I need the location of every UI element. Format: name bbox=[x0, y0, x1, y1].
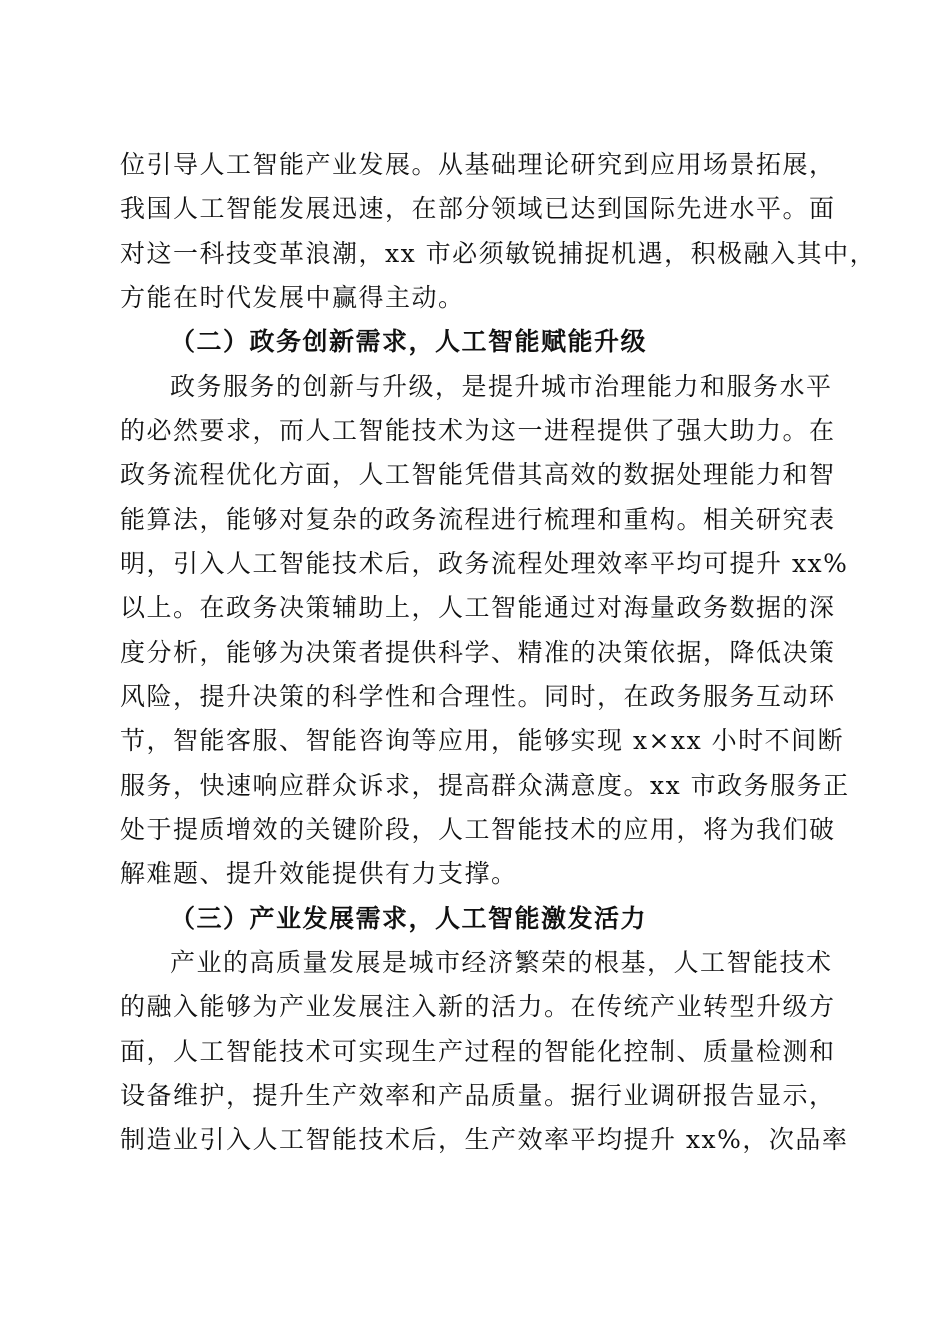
paragraph-3-line-1: 产业的高质量发展是城市经济繁荣的根基，人工智能技术 bbox=[170, 948, 833, 977]
paragraph-1-line-1: 位引导人工智能产业发展。从基础理论研究到应用场景拓展， bbox=[120, 150, 836, 179]
paragraph-2-line-8: 风险，提升决策的科学性和合理性。同时，在政务服务互动环 bbox=[120, 682, 836, 711]
paragraph-2-line-3: 政务流程优化方面，人工智能凭借其高效的数据处理能力和智 bbox=[120, 460, 836, 489]
paragraph-2-line-10: 服务，快速响应群众诉求，提高群众满意度。xx 市政务服务正 bbox=[120, 771, 850, 800]
paragraph-2-line-1: 政务服务的创新与升级，是提升城市治理能力和服务水平 bbox=[170, 372, 833, 401]
paragraph-3-line-2: 的融入能够为产业发展注入新的活力。在传统产业转型升级方 bbox=[120, 992, 836, 1021]
paragraph-2-line-4: 能算法，能够对复杂的政务流程进行梳理和重构。相关研究表 bbox=[120, 505, 836, 534]
paragraph-3-line-5: 制造业引入人工智能技术后，生产效率平均提升 xx%，次品率 bbox=[120, 1125, 849, 1154]
paragraph-2-line-2: 的必然要求，而人工智能技术为这一进程提供了强大助力。在 bbox=[120, 416, 836, 445]
section-heading-3: （三）产业发展需求，人工智能激发活力 bbox=[170, 904, 648, 933]
section-heading-2: （二）政务创新需求，人工智能赋能升级 bbox=[170, 327, 648, 356]
paragraph-2-line-11: 处于提质增效的关键阶段，人工智能技术的应用，将为我们破 bbox=[120, 815, 836, 844]
paragraph-2-line-7: 度分析，能够为决策者提供科学、精准的决策依据，降低决策 bbox=[120, 638, 836, 667]
paragraph-2-line-9: 节，智能客服、智能咨询等应用，能够实现 x×xx 小时不间断 bbox=[120, 726, 845, 755]
paragraph-2-line-5: 明，引入人工智能技术后，政务流程处理效率平均可提升 xx% bbox=[120, 549, 849, 578]
paragraph-1-line-2: 我国人工智能发展迅速，在部分领域已达到国际先进水平。面 bbox=[120, 194, 836, 223]
paragraph-1-line-3: 对这一科技变革浪潮，xx 市必须敏锐捕捉机遇，积极融入其中， bbox=[120, 239, 877, 268]
paragraph-3-line-3: 面，人工智能技术可实现生产过程的智能化控制、质量检测和 bbox=[120, 1037, 836, 1066]
paragraph-1-line-4: 方能在时代发展中赢得主动。 bbox=[120, 283, 465, 312]
paragraph-2-line-6: 以上。在政务决策辅助上，人工智能通过对海量政务数据的深 bbox=[120, 593, 836, 622]
paragraph-3-line-4: 设备维护，提升生产效率和产品质量。据行业调研报告显示， bbox=[120, 1081, 836, 1110]
paragraph-2-line-12: 解难题、提升效能提供有力支撑。 bbox=[120, 859, 518, 888]
